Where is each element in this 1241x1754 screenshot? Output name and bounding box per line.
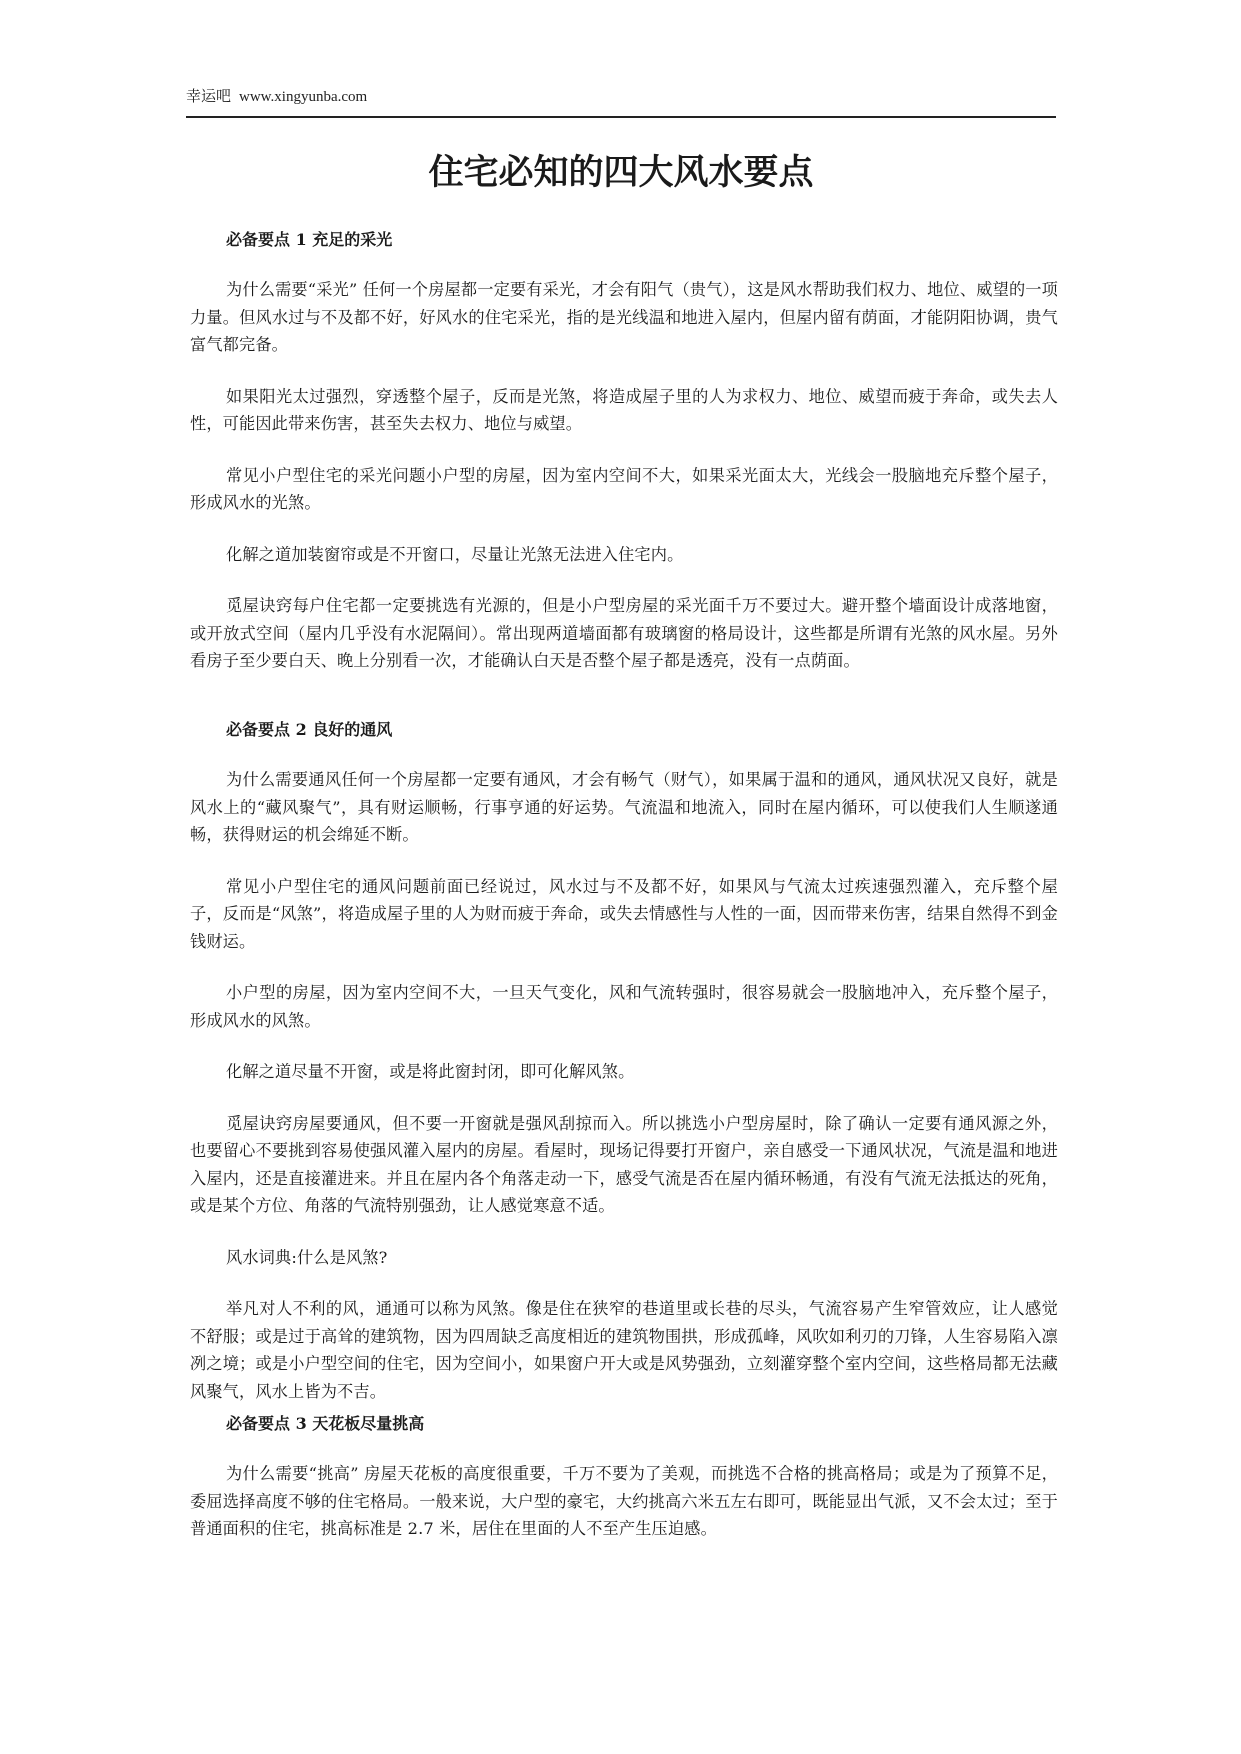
paragraph: 常见小户型住宅的采光问题小户型的房屋，因为室内空间不大，如果采光面太大，光线会一股脑地充斥整个屋子，形成风水的光煞。 — [190, 465, 1058, 512]
paragraph: 觅屋诀窍每户住宅都一定要挑选有光源的，但是小户型房屋的采光面千万不要过大。避开整个墙面设计成落地窗，或开放式空间（屋内几乎没有水泥隔间）。常出现两道墙面都有玻璃窗的格局设计，这些都是所谓有光煞的风水屋。另外看房子至少要白天、晚上分别看一次，才能确认白天是否整个屋子都是透亮，没有一点荫面。 — [190, 596, 1058, 670]
section-heading: 必备要点 2 良好的通风 — [226, 720, 393, 739]
paragraph: 化解之道尽量不开窗，或是将此窗封闭，即可化解风煞。 — [226, 1062, 635, 1081]
paragraph: 觅屋诀窍房屋要通风，但不要一开窗就是强风刮掠而入。所以挑选小户型房屋时，除了确认一定要有通风源之外，也要留心不要挑到容易使强风灌入屋内的房屋。看屋时，现场记得要打开窗户，亲自感受一下通风状况，气流是温和地进入屋内，还是直接灌进来。并且在屋内各个角落走动一下，感受气流是否在屋内循环畅通，有没有气流无法抵达的死角，或是某个方位、角落的气流特别强劲，让人感觉寒意不适。 — [190, 1113, 1058, 1215]
paragraph: 化解之道加装窗帘或是不开窗口，尽量让光煞无法进入住宅内。 — [226, 544, 684, 564]
paragraph: 常见小户型住宅的通风问题前面已经说过，风水过与不及都不好，如果风与气流太过疾速强烈灌入，充斥整个屋子，反而是“风煞”，将造成屋子里的人为财而疲于奔命，或失去情感性与人性的一面，因而带来伤害，结果自然得不到金钱财运。 — [190, 876, 1058, 951]
site-url[interactable]: www.xingyunba.com — [239, 89, 368, 105]
paragraph: 如果阳光太过强烈，穿透整个屋子，反而是光煞，将造成屋子里的人为求权力、地位、威望而疲于奔命，或失去人性，可能因此带来伤害，甚至失去权力、地位与威望。 — [190, 386, 1058, 433]
section-heading: 必备要点 3 天花板尽量挑高 — [226, 1414, 425, 1433]
site-name: 幸运吧 — [186, 89, 232, 105]
paragraph: 风水词典:什么是风煞? — [226, 1247, 388, 1267]
paragraph: 为什么需要通风任何一个房屋都一定要有通风，才会有畅气（财气），如果属于温和的通风，通风状况又良好，就是风水上的“藏风聚气”，具有财运顺畅，行事亨通的好运势。气流温和地流入，同时在屋内循环，可以使我们人生顺遂通畅，获得财运的机会绵延不断。 — [190, 770, 1058, 844]
section-2 — [190, 716, 1058, 1405]
paragraph: 为什么需要“采光” 任何一个房屋都一定要有采光，才会有阳气（贵气），这是风水帮助我们权力、地位、威望的一项力量。但风水过与不及都不好，好风水的住宅采光，指的是光线温和地进入屋内，但屋内留有荫面，才能阴阳协调，贵气富气都完备。 — [190, 280, 1058, 354]
paragraph: 举凡对人不利的风，通通可以称为风煞。像是住在狭窄的巷道里或长巷的尽头，气流容易产生窄管效应，让人感觉不舒服；或是过于高耸的建筑物，因为四周缺乏高度相近的建筑物围拱，形成孤峰，风吹如利刃的刀锋，人生容易陷入凛冽之境；或是小户型空间的住宅，因为空间小，如果窗户开大或是风势强劲，立刻灌穿整个室内空间，这些格局都无法藏风聚气，风水上皆为不吉。 — [190, 1299, 1058, 1401]
paragraph: 为什么需要“挑高” 房屋天花板的高度很重要，千万不要为了美观，而挑选不合格的挑高格局；或是为了预算不足，委屈选择高度不够的住宅格局。一般来说，大户型的豪宅，大约挑高六米五左右即可，既能显出气派，又不会太过；至于普通面积的住宅，挑高标准是 2.7 米，居住在里面的人不至产生压迫感。 — [190, 1464, 1058, 1538]
section-1 — [190, 226, 1058, 675]
paragraph: 小户型的房屋，因为室内空间不大，一旦天气变化，风和气流转强时，很容易就会一股脑地冲入，充斥整个屋子，形成风水的风煞。 — [190, 983, 1058, 1030]
section-3 — [190, 1410, 1058, 1543]
document-title: 住宅必知的四大风水要点 — [428, 152, 814, 193]
page-header — [186, 86, 1056, 118]
section-heading: 必备要点 1 充足的采光 — [226, 230, 393, 249]
